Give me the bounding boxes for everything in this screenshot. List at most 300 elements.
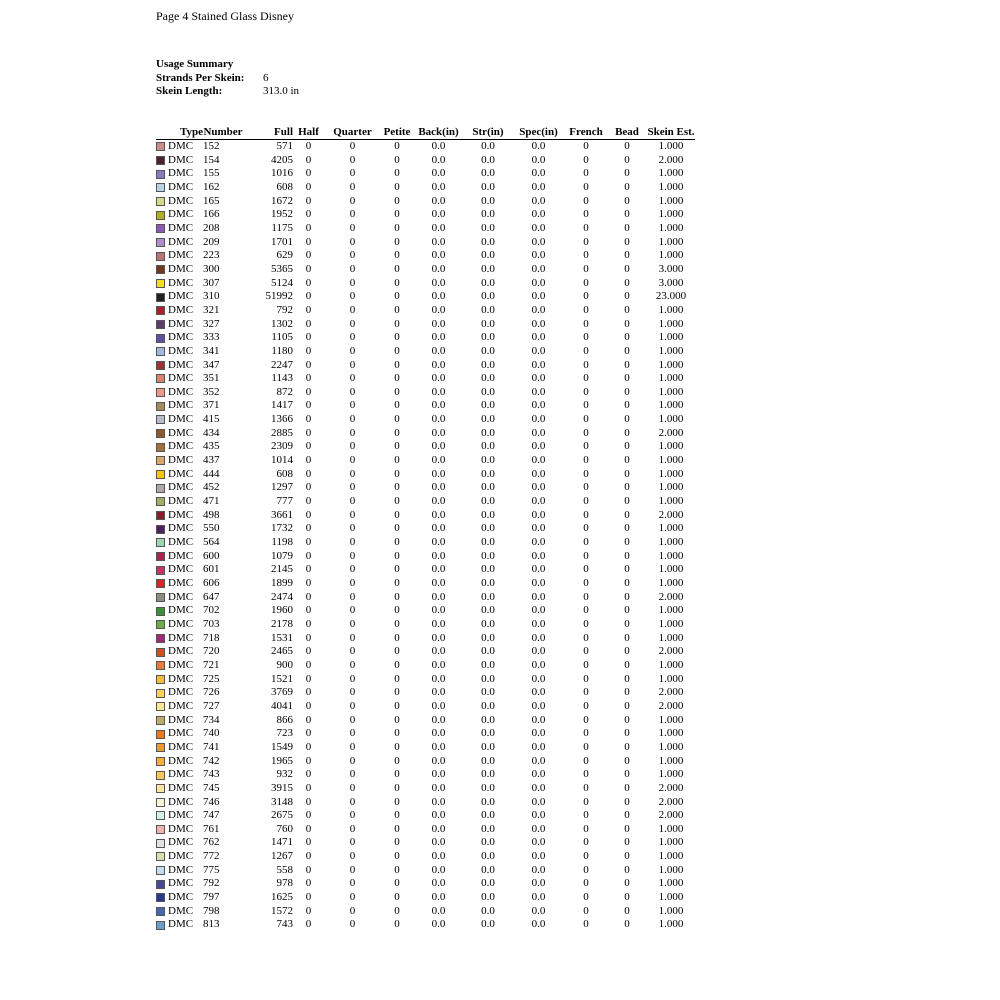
quarter-stitch-count: 0	[349, 194, 356, 207]
floss-number: 772	[203, 850, 220, 863]
french-knot-count: 0	[583, 249, 589, 262]
floss-type: DMC	[168, 140, 194, 152]
table-row	[156, 290, 695, 304]
backstitch-length: 0.0	[431, 590, 446, 603]
color-swatch	[156, 374, 165, 383]
full-stitch-count: 1297	[271, 481, 293, 494]
color-swatch	[156, 361, 165, 370]
table-row	[156, 714, 695, 728]
petite-stitch-count: 0	[394, 508, 400, 521]
straight-stitch-length: 0.0	[481, 809, 495, 822]
bead-count: 0	[624, 740, 630, 753]
full-stitch-count: 1016	[271, 167, 293, 180]
french-knot-count: 0	[583, 235, 589, 248]
straight-stitch-length: 0.0	[481, 249, 495, 262]
floss-type: DMC	[168, 454, 194, 467]
half-stitch-count: 0	[305, 918, 312, 931]
quarter-stitch-count: 0	[349, 303, 356, 316]
floss-type: DMC	[168, 713, 194, 726]
table-header-row	[156, 126, 695, 140]
floss-number: 745	[203, 781, 220, 794]
floss-number: 601	[203, 563, 220, 576]
skein-estimate: 1.000	[658, 331, 684, 344]
specialty-stitch-length: 0.0	[531, 303, 546, 316]
bead-count: 0	[624, 672, 630, 685]
specialty-stitch-length: 0.0	[531, 918, 546, 931]
half-stitch-count: 0	[305, 891, 312, 904]
floss-usage-table	[156, 126, 695, 932]
specialty-stitch-length: 0.0	[531, 167, 546, 180]
color-swatch	[156, 825, 165, 834]
full-stitch-count: 1198	[271, 536, 293, 549]
color-swatch	[156, 730, 165, 739]
half-stitch-count: 0	[305, 795, 312, 808]
floss-type-wrapper	[156, 618, 203, 632]
petite-stitch-count: 0	[394, 344, 400, 357]
bead-count: 0	[624, 221, 630, 234]
floss-type-wrapper	[156, 782, 203, 796]
color-swatch	[156, 921, 165, 930]
floss-type: DMC	[168, 221, 194, 234]
full-stitch-count: 2145	[271, 563, 293, 576]
french-knot-count: 0	[583, 617, 589, 630]
petite-stitch-count: 0	[394, 836, 400, 849]
french-knot-count: 0	[583, 385, 589, 398]
floss-type-wrapper	[156, 632, 203, 646]
full-stitch-count: 1625	[271, 891, 293, 904]
color-swatch	[156, 702, 165, 711]
bead-count: 0	[624, 686, 630, 699]
petite-stitch-count: 0	[394, 795, 400, 808]
full-stitch-count: 1672	[271, 194, 293, 207]
floss-type-cell	[156, 481, 203, 495]
table-row	[156, 796, 695, 810]
floss-number: 347	[203, 358, 220, 371]
straight-stitch-length: 0.0	[481, 440, 495, 453]
skein-estimate: 1.000	[658, 822, 684, 835]
half-stitch-count: 0	[305, 221, 312, 234]
floss-type: DMC	[168, 727, 194, 740]
full-stitch-count: 2885	[271, 426, 293, 439]
floss-type: DMC	[168, 781, 194, 794]
full-stitch-count: 900	[276, 658, 293, 671]
floss-type-cell	[156, 440, 203, 454]
half-stitch-count: 0	[305, 877, 312, 890]
full-stitch-count: 1952	[271, 208, 293, 221]
french-knot-count: 0	[583, 795, 589, 808]
quarter-stitch-count: 0	[349, 768, 356, 781]
color-swatch	[156, 839, 165, 848]
petite-stitch-count: 0	[394, 727, 400, 740]
table-row	[156, 222, 695, 236]
petite-stitch-count: 0	[394, 413, 400, 426]
floss-type-wrapper	[156, 195, 203, 209]
bead-count: 0	[624, 904, 630, 917]
full-stitch-count: 4205	[271, 153, 293, 166]
petite-stitch-count: 0	[394, 440, 400, 453]
color-swatch	[156, 607, 165, 616]
specialty-stitch-length: 0.0	[531, 686, 546, 699]
specialty-stitch-length: 0.0	[531, 440, 546, 453]
bead-count: 0	[624, 208, 630, 221]
floss-type-wrapper	[156, 536, 203, 550]
floss-type: DMC	[168, 891, 194, 904]
floss-type-wrapper	[156, 850, 203, 864]
floss-type-wrapper	[156, 222, 203, 236]
full-stitch-count: 2309	[271, 440, 293, 453]
petite-stitch-count: 0	[394, 891, 400, 904]
quarter-stitch-count: 0	[349, 276, 356, 289]
backstitch-length: 0.0	[431, 467, 446, 480]
floss-type-cell	[156, 563, 203, 577]
skein-estimate: 1.000	[658, 904, 684, 917]
floss-type: DMC	[168, 235, 194, 248]
floss-type-cell	[156, 304, 203, 318]
column-header-full: Full	[243, 126, 293, 140]
backstitch-length: 0.0	[431, 645, 446, 658]
quarter-stitch-count: 0	[349, 536, 356, 549]
color-swatch	[156, 811, 165, 820]
full-stitch-count: 1267	[271, 850, 293, 863]
straight-stitch-length: 0.0	[481, 467, 495, 480]
full-stitch-count: 5124	[271, 276, 293, 289]
color-swatch	[156, 402, 165, 411]
color-swatch	[156, 525, 165, 534]
table-row	[156, 454, 695, 468]
floss-type: DMC	[168, 495, 194, 508]
floss-number: 152	[203, 140, 220, 152]
specialty-stitch-length: 0.0	[531, 577, 546, 589]
floss-type: DMC	[168, 249, 194, 262]
french-knot-count: 0	[583, 822, 589, 835]
floss-number: 792	[203, 877, 220, 890]
backstitch-length: 0.0	[431, 385, 446, 398]
straight-stitch-length: 0.0	[481, 413, 495, 426]
bead-count: 0	[624, 385, 630, 398]
table-row	[156, 645, 695, 659]
table-row	[156, 277, 695, 291]
floss-type-wrapper	[156, 249, 203, 263]
half-stitch-count: 0	[305, 740, 312, 753]
backstitch-length: 0.0	[431, 699, 446, 712]
quarter-stitch-count: 0	[349, 754, 356, 767]
floss-type-wrapper	[156, 427, 203, 441]
bead-count: 0	[624, 809, 630, 822]
quarter-stitch-count: 0	[349, 440, 356, 453]
specialty-stitch-length: 0.0	[531, 617, 546, 630]
skein-estimate: 2.000	[658, 590, 684, 603]
french-knot-count: 0	[583, 522, 589, 535]
french-knot-count: 0	[583, 440, 589, 453]
backstitch-length: 0.0	[431, 727, 446, 740]
french-knot-count: 0	[583, 713, 589, 726]
skein-estimate: 1.000	[658, 754, 684, 767]
color-swatch	[156, 593, 165, 602]
backstitch-length: 0.0	[431, 440, 446, 453]
floss-type: DMC	[168, 153, 194, 166]
full-stitch-count: 3769	[271, 686, 293, 699]
specialty-stitch-length: 0.0	[531, 604, 546, 617]
straight-stitch-length: 0.0	[481, 317, 495, 330]
backstitch-length: 0.0	[431, 740, 446, 753]
full-stitch-count: 629	[276, 249, 293, 262]
french-knot-count: 0	[583, 167, 589, 180]
table-row	[156, 741, 695, 755]
half-stitch-count: 0	[305, 617, 312, 630]
table-row	[156, 359, 695, 373]
quarter-stitch-count: 0	[349, 413, 356, 426]
half-stitch-count: 0	[305, 727, 312, 740]
usage-summary-heading-row	[156, 58, 299, 72]
table-row	[156, 509, 695, 523]
floss-number: 471	[203, 495, 220, 508]
floss-number: 718	[203, 631, 220, 644]
skein-estimate: 1.000	[658, 563, 684, 576]
table-row	[156, 249, 695, 263]
full-stitch-count: 4041	[271, 699, 293, 712]
specialty-stitch-length: 0.0	[531, 727, 546, 740]
petite-stitch-count: 0	[394, 672, 400, 685]
floss-type-cell	[156, 331, 203, 345]
bead-count: 0	[624, 140, 630, 152]
skein-estimate: 1.000	[658, 836, 684, 849]
backstitch-length: 0.0	[431, 536, 446, 549]
half-stitch-count: 0	[305, 262, 312, 275]
straight-stitch-length: 0.0	[481, 740, 495, 753]
backstitch-length: 0.0	[431, 140, 446, 152]
color-swatch	[156, 224, 165, 233]
straight-stitch-length: 0.0	[481, 658, 495, 671]
floss-type-wrapper	[156, 140, 203, 154]
backstitch-length: 0.0	[431, 604, 446, 617]
color-swatch	[156, 634, 165, 643]
french-knot-count: 0	[583, 727, 589, 740]
full-stitch-count: 3915	[271, 781, 293, 794]
quarter-stitch-count: 0	[349, 249, 356, 262]
french-knot-count: 0	[583, 781, 589, 794]
specialty-stitch-length: 0.0	[531, 563, 546, 576]
quarter-stitch-count: 0	[349, 153, 356, 166]
quarter-stitch-count: 0	[349, 740, 356, 753]
half-stitch-count: 0	[305, 577, 312, 589]
floss-type: DMC	[168, 809, 194, 822]
straight-stitch-length: 0.0	[481, 454, 495, 467]
color-swatch	[156, 347, 165, 356]
floss-number: 743	[203, 768, 220, 781]
backstitch-length: 0.0	[431, 262, 446, 275]
floss-type: DMC	[168, 167, 194, 180]
full-stitch-count: 932	[276, 768, 293, 781]
straight-stitch-length: 0.0	[481, 167, 495, 180]
skein-estimate: 1.000	[658, 372, 684, 385]
straight-stitch-length: 0.0	[481, 577, 495, 589]
skein-estimate: 1.000	[658, 221, 684, 234]
backstitch-length: 0.0	[431, 508, 446, 521]
bead-count: 0	[624, 549, 630, 562]
bead-count: 0	[624, 481, 630, 494]
skein-estimate: 1.000	[658, 413, 684, 426]
skein-estimate: 1.000	[658, 399, 684, 412]
bead-count: 0	[624, 631, 630, 644]
floss-number: 371	[203, 399, 220, 412]
floss-type: DMC	[168, 372, 194, 385]
floss-type: DMC	[168, 577, 194, 589]
full-stitch-count: 571	[276, 140, 293, 152]
specialty-stitch-length: 0.0	[531, 904, 546, 917]
skein-estimate: 1.000	[658, 180, 684, 193]
floss-type-wrapper	[156, 768, 203, 782]
full-stitch-count: 1899	[271, 577, 293, 589]
backstitch-length: 0.0	[431, 331, 446, 344]
table-row	[156, 318, 695, 332]
backstitch-length: 0.0	[431, 221, 446, 234]
straight-stitch-length: 0.0	[481, 768, 495, 781]
backstitch-length: 0.0	[431, 863, 446, 876]
skein-length-value: 313.0 in	[263, 85, 300, 97]
half-stitch-count: 0	[305, 809, 312, 822]
color-swatch	[156, 757, 165, 766]
french-knot-count: 0	[583, 153, 589, 166]
floss-number: 209	[203, 235, 220, 248]
quarter-stitch-count: 0	[349, 672, 356, 685]
floss-type-cell	[156, 877, 203, 891]
specialty-stitch-length: 0.0	[531, 399, 546, 412]
table-row	[156, 536, 695, 550]
color-swatch	[156, 880, 165, 889]
bead-count: 0	[624, 781, 630, 794]
floss-type-cell	[156, 891, 203, 905]
floss-type: DMC	[168, 317, 194, 330]
half-stitch-count: 0	[305, 713, 312, 726]
full-stitch-count: 760	[276, 822, 293, 835]
french-knot-count: 0	[583, 672, 589, 685]
petite-stitch-count: 0	[394, 426, 400, 439]
table-row	[156, 263, 695, 277]
full-stitch-count: 1079	[271, 549, 293, 562]
half-stitch-count: 0	[305, 481, 312, 494]
specialty-stitch-length: 0.0	[531, 863, 546, 876]
table-row	[156, 632, 695, 646]
floss-type: DMC	[168, 822, 194, 835]
skein-estimate: 23.000	[655, 290, 687, 303]
french-knot-count: 0	[583, 358, 589, 371]
petite-stitch-count: 0	[394, 290, 400, 303]
floss-type-cell	[156, 700, 203, 714]
floss-type-wrapper	[156, 386, 203, 400]
bead-count: 0	[624, 344, 630, 357]
floss-type: DMC	[168, 795, 194, 808]
french-knot-count: 0	[583, 495, 589, 508]
floss-type: DMC	[168, 440, 194, 453]
backstitch-length: 0.0	[431, 549, 446, 562]
floss-type-wrapper	[156, 673, 203, 687]
bead-count: 0	[624, 358, 630, 371]
quarter-stitch-count: 0	[349, 385, 356, 398]
floss-type-cell	[156, 645, 203, 659]
bead-count: 0	[624, 795, 630, 808]
floss-number: 307	[203, 276, 220, 289]
french-knot-count: 0	[583, 467, 589, 480]
bead-count: 0	[624, 836, 630, 849]
bead-count: 0	[624, 822, 630, 835]
floss-type-wrapper	[156, 263, 203, 277]
half-stitch-count: 0	[305, 672, 312, 685]
floss-type: DMC	[168, 918, 194, 931]
floss-type-cell	[156, 755, 203, 769]
column-header-half: Half	[293, 126, 324, 140]
straight-stitch-length: 0.0	[481, 918, 495, 931]
half-stitch-count: 0	[305, 276, 312, 289]
column-header-french: French	[565, 126, 607, 140]
bead-count: 0	[624, 399, 630, 412]
skein-estimate: 1.000	[658, 235, 684, 248]
floss-type-cell	[156, 604, 203, 618]
straight-stitch-length: 0.0	[481, 590, 495, 603]
full-stitch-count: 51992	[265, 290, 293, 303]
specialty-stitch-length: 0.0	[531, 413, 546, 426]
skein-estimate: 2.000	[658, 699, 684, 712]
skein-estimate: 2.000	[658, 781, 684, 794]
floss-type: DMC	[168, 863, 194, 876]
strands-per-skein-row	[156, 72, 299, 86]
skein-estimate: 1.000	[658, 577, 684, 589]
bead-count: 0	[624, 262, 630, 275]
floss-type-wrapper	[156, 755, 203, 769]
backstitch-length: 0.0	[431, 577, 446, 589]
backstitch-length: 0.0	[431, 617, 446, 630]
floss-type-wrapper	[156, 167, 203, 181]
column-header-bead: Bead	[607, 126, 647, 140]
quarter-stitch-count: 0	[349, 918, 356, 931]
petite-stitch-count: 0	[394, 645, 400, 658]
petite-stitch-count: 0	[394, 590, 400, 603]
table-row	[156, 304, 695, 318]
half-stitch-count: 0	[305, 604, 312, 617]
floss-type-wrapper	[156, 454, 203, 468]
table-row	[156, 481, 695, 495]
floss-type-cell	[156, 399, 203, 413]
skein-estimate: 1.000	[658, 536, 684, 549]
backstitch-length: 0.0	[431, 399, 446, 412]
petite-stitch-count: 0	[394, 658, 400, 671]
floss-type-wrapper	[156, 277, 203, 291]
table-row	[156, 591, 695, 605]
bead-count: 0	[624, 590, 630, 603]
french-knot-count: 0	[583, 221, 589, 234]
floss-type: DMC	[168, 180, 194, 193]
floss-type-wrapper	[156, 877, 203, 891]
full-stitch-count: 1366	[271, 413, 293, 426]
backstitch-length: 0.0	[431, 303, 446, 316]
straight-stitch-length: 0.0	[481, 344, 495, 357]
petite-stitch-count: 0	[394, 235, 400, 248]
floss-type: DMC	[168, 877, 194, 890]
petite-stitch-count: 0	[394, 399, 400, 412]
full-stitch-count: 608	[276, 467, 293, 480]
quarter-stitch-count: 0	[349, 713, 356, 726]
quarter-stitch-count: 0	[349, 863, 356, 876]
bead-count: 0	[624, 249, 630, 262]
french-knot-count: 0	[583, 372, 589, 385]
straight-stitch-length: 0.0	[481, 140, 495, 152]
floss-type-wrapper	[156, 331, 203, 345]
full-stitch-count: 608	[276, 180, 293, 193]
half-stitch-count: 0	[305, 180, 312, 193]
floss-type-cell	[156, 823, 203, 837]
specialty-stitch-length: 0.0	[531, 768, 546, 781]
french-knot-count: 0	[583, 454, 589, 467]
specialty-stitch-length: 0.0	[531, 290, 546, 303]
